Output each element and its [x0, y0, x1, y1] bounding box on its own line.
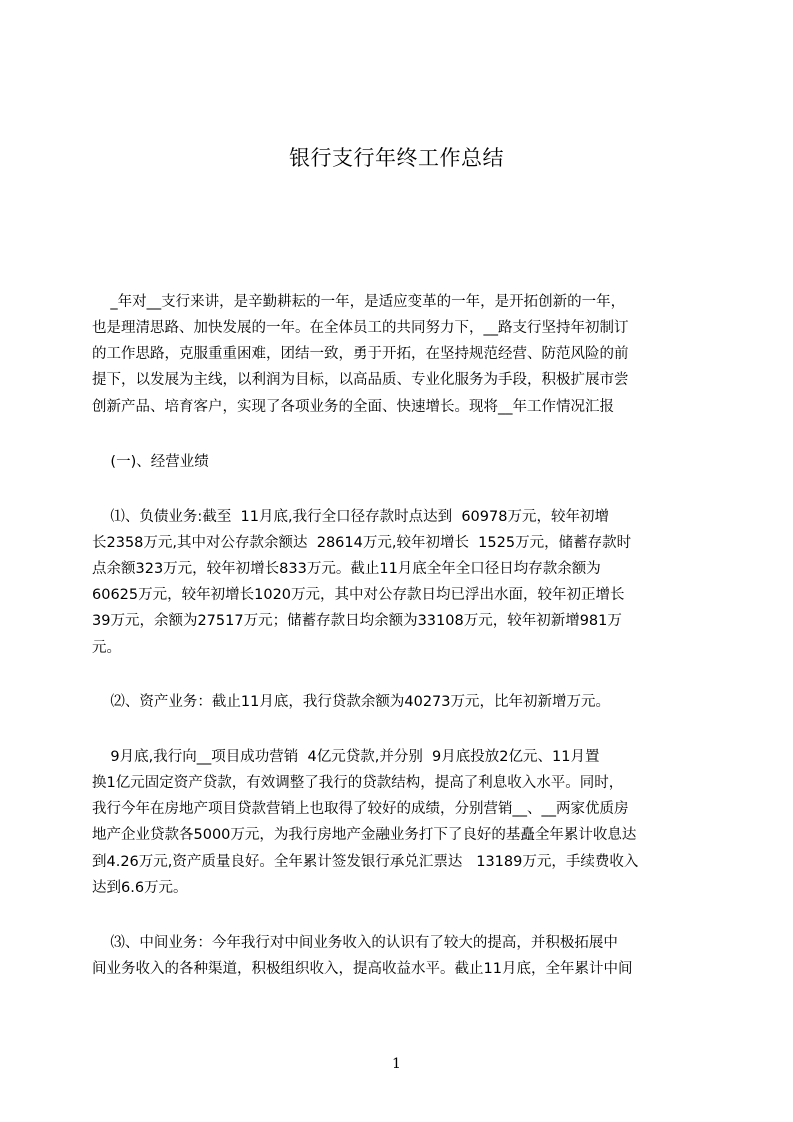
body-line: 我行今年在房地产项目贷款营销上也取得了较好的成绩，分别营销__、__两家优质房 [92, 801, 629, 817]
body-line: 也是理清思路、加快发展的一年。在全体员工的共同努力下，__路支行坚持年初制订 [92, 320, 629, 336]
body-line: ⑴、负债业务:截至 11月底,我行全口径存款时点达到 60978万元，较年初增 [92, 509, 609, 525]
body-line: 点余额323万元，较年初增长833万元。截止11月底全年全口径日均存款余额为 [92, 561, 601, 577]
body-line: 间业务收入的各种渠道，积极组织收入，提高收益水平。截止11月底，全年累计中间 [92, 961, 633, 977]
body-line: 60625万元，较年初增长1020万元，其中对公存款日均已浮出水面，较年初正增长 [92, 587, 625, 603]
body-line: 换1亿元固定资产贷款，有效调整了我行的贷款结构，提高了利息收入水平。同时， [92, 775, 624, 791]
body-line: 长2358万元,其中对公存款余额达 28614万元,较年初增长 1525万元，储蓄存款时 [92, 535, 632, 551]
body-line: 提下，以发展为主线，以利润为目标，以高品质、专业化服务为手段，积极扩展市尝 [92, 372, 629, 388]
body-line: 地产企业贷款各5000万元，为我行房地产金融业务打下了良好的基矗全年累计收息达 [92, 827, 637, 843]
body-line: 的工作思路，克服重重困难，团结一致，勇于开拓，在坚持规范经营、防范风险的前 [92, 346, 629, 362]
body-line: _年对__支行来讲，是辛勤耕耘的一年，是适应变革的一年，是开拓创新的一年， [92, 294, 626, 310]
body-line: 到4.26万元,资产质量良好。全年累计签发银行承兑汇票达 13189万元，手续费收入 [92, 854, 639, 870]
body-line: ⑶、中间业务：今年我行对中间业务收入的认识有了较大的提高，并积极拓展中 [92, 935, 618, 951]
body-line: 元。 [92, 640, 121, 656]
body-line: 39万元，余额为27517万元；储蓄存款日均余额为33108万元，较年初新增981万 [92, 613, 622, 629]
body-line: 达到6.6万元。 [92, 880, 188, 896]
body-line: 创新产品、培育客户，实现了各项业务的全面、快速增长。现将__年工作情况汇报 [92, 399, 614, 415]
body-line: (一)、经营业绩 [92, 454, 209, 470]
body-line: 9月底,我行向__项目成功营销 4亿元贷款,并分别 9月底投放2亿元、11月置 [92, 749, 600, 765]
body-line: ⑵、资产业务：截止11月底，我行贷款余额为40273万元，比年初新增万元。 [92, 694, 611, 710]
page-number: 1 [392, 1056, 401, 1072]
document-title: 银行支行年终工作总结 [289, 146, 504, 170]
